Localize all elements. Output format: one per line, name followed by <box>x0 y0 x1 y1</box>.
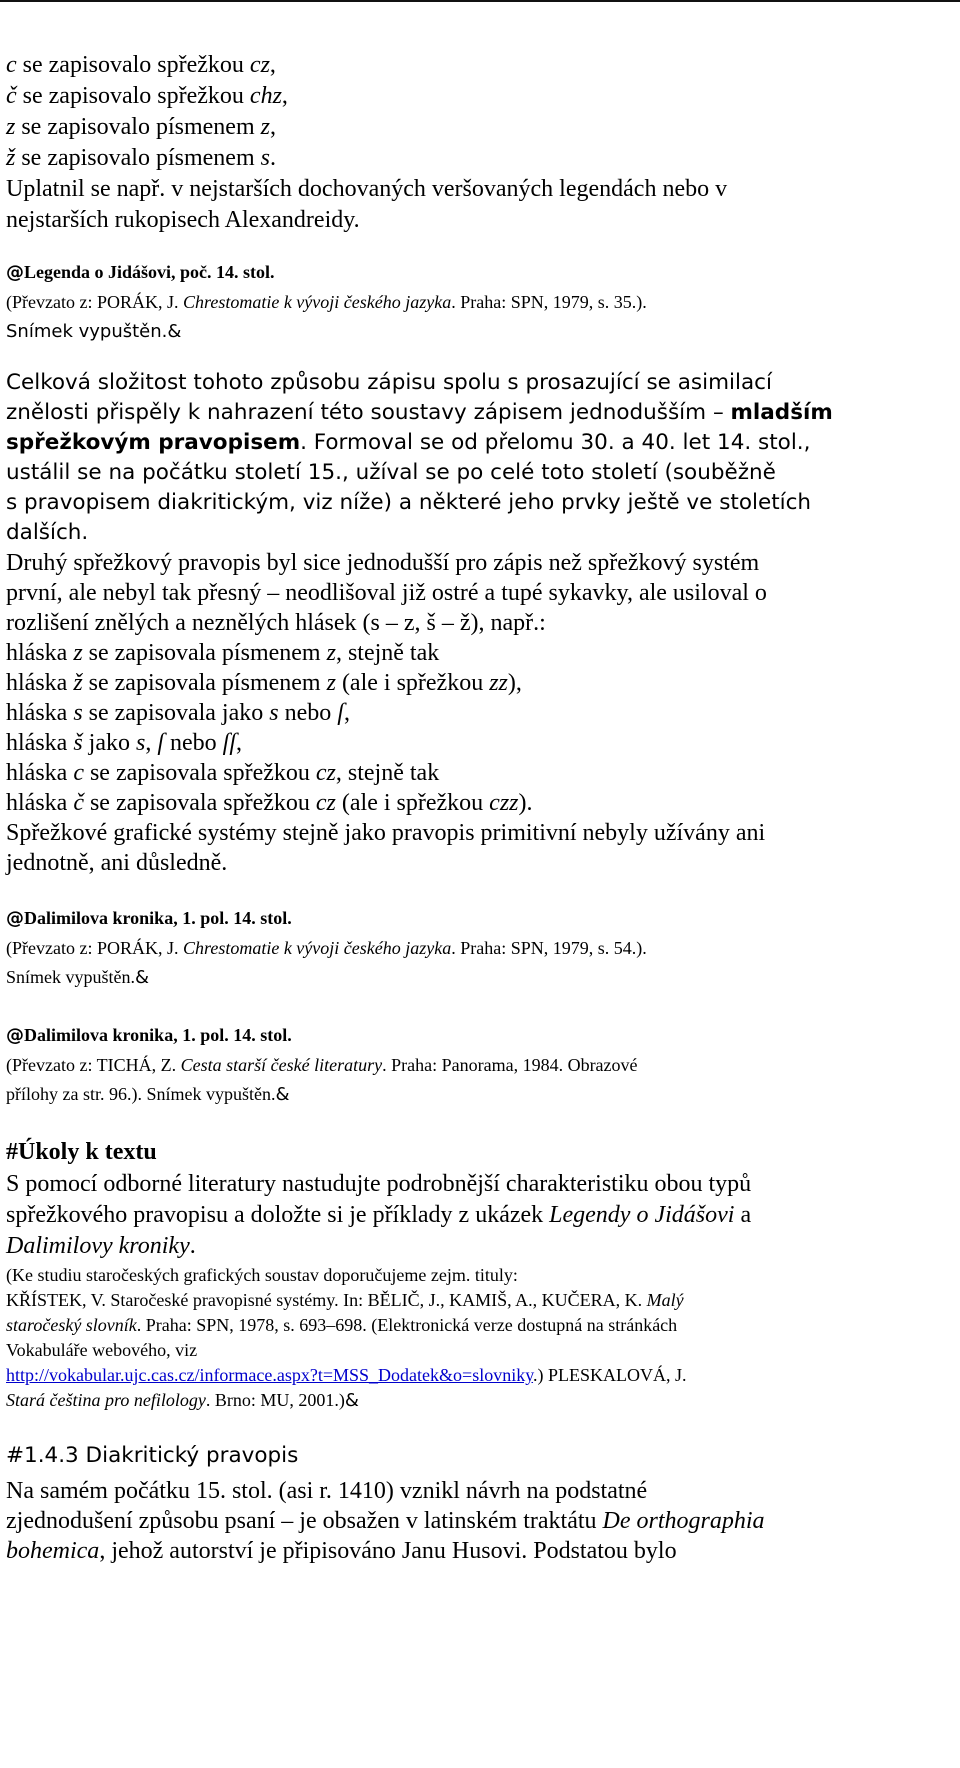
text-line: z se zapisovalo písmenem z, <box>6 114 276 140</box>
note-line: Stará čeština pro nefilology. Brno: MU, 2001.)& <box>6 1390 359 1411</box>
note-line: staročeský slovník. Praha: SPN, 1978, s. 693–698. (Elektronická verze dostupná na stránkách <box>6 1315 678 1335</box>
paragraph-line: bohemica, jehož autorství je připisováno Janu Husovi. Podstatou bylo <box>6 1538 677 1564</box>
paragraph-line: Na samém počátku 15. stol. (asi r. 1410) vznikl návrh na podstatné <box>6 1478 648 1504</box>
figure-source: (Převzato z: PORÁK, J. Chrestomatie k vývoji českého jazyka. Praha: SPN, 1979, s. 35.). <box>6 292 647 312</box>
text-line: č se zapisovalo spřežkou chz, <box>6 83 288 109</box>
paragraph-line: Celková složitost tohoto způsobu zápisu spolu s prosazující se asimilací <box>6 370 772 395</box>
text-line: ž se zapisovalo písmenem s. <box>6 145 276 171</box>
vokabular-link[interactable]: http://vokabular.ujc.cas.cz/informace.aspx?t=MSS_Dodatek&o=slovniky <box>6 1365 534 1385</box>
example-line: hláska s se zapisovala jako s nebo ſ, <box>6 700 350 726</box>
figure-source: přílohy za str. 96.). Snímek vypuštěn.& <box>6 1084 290 1105</box>
image-placeholder-marker: @ <box>6 1025 24 1046</box>
figure-caption: @Dalimilova kronika, 1. pol. 14. stol. <box>6 908 292 929</box>
paragraph-line: zjednodušení způsobu psaní – je obsažen v latinském traktátu De orthographia <box>6 1508 765 1534</box>
paragraph-line: znělosti přispěly k nahrazení této soustavy zápisem jednodušším – mladším <box>6 400 833 425</box>
example-line: hláska c se zapisovala spřežkou cz, stejně tak <box>6 760 440 786</box>
paragraph-line: S pomocí odborné literatury nastudujte podrobnější charakteristiku obou typů <box>6 1171 752 1197</box>
paragraph-line: první, ale nebyl tak přesný – neodlišoval již ostré a tupé sykavky, ale usiloval o <box>6 580 767 606</box>
figure-omitted-note: Snímek vypuštěn.& <box>6 967 150 988</box>
text-line: c se zapisovalo spřežkou cz, <box>6 52 276 78</box>
example-line: hláska č se zapisovala spřežkou cz (ale i spřežkou czz). <box>6 790 533 816</box>
paragraph-line: Spřežkové grafické systémy stejně jako pravopis primitivní nebyly užívány ani <box>6 820 766 846</box>
section-heading: #Úkoly k textu <box>6 1139 157 1165</box>
note-line: Vokabuláře webového, viz <box>6 1340 198 1360</box>
image-placeholder-marker: @ <box>6 908 24 929</box>
figure-caption: @Dalimilova kronika, 1. pol. 14. stol. <box>6 1025 292 1046</box>
paragraph-line: Dalimilovy kroniky. <box>6 1233 196 1259</box>
paragraph-line: jednotně, ani důsledně. <box>6 850 228 876</box>
note-line: http://vokabular.ujc.cas.cz/informace.aspx?t=MSS_Dodatek&o=slovniky.) PLESKALOVÁ, J. <box>6 1365 687 1385</box>
section-heading: #1.4.3 Diakritický pravopis <box>6 1443 299 1468</box>
figure-omitted-note: Snímek vypuštěn.& <box>6 321 182 342</box>
paragraph-line: spřežkového pravopisu a doložte si je příklady z ukázek Legendy o Jidášovi a <box>6 1202 752 1228</box>
example-line: hláska ž se zapisovala písmenem z (ale i spřežkou zz), <box>6 670 522 696</box>
figure-source: (Převzato z: PORÁK, J. Chrestomatie k vývoji českého jazyka. Praha: SPN, 1979, s. 54.). <box>6 938 647 958</box>
paragraph-line: s pravopisem diakritickým, viz níže) a některé jeho prvky ještě ve stoletích <box>6 490 812 515</box>
text-line: Uplatnil se např. v nejstarších dochovaných veršovaných legendách nebo v <box>6 176 728 202</box>
paragraph-line: dalších. <box>6 520 89 545</box>
paragraph-line: spřežkovým pravopisem. Formoval se od přelomu 30. a 40. let 14. stol., <box>6 430 811 455</box>
note-line: (Ke studiu staročeských grafických soustav doporučujeme zejm. tituly: <box>6 1265 518 1285</box>
example-line: hláska š jako s, ſ nebo ſſ, <box>6 730 242 756</box>
paragraph-line: ustálil se na počátku století 15., užíval se po celé toto století (souběžně <box>6 460 776 485</box>
note-line: KŘÍSTEK, V. Staročeské pravopisné systémy. In: BĚLIČ, J., KAMIŠ, A., KUČERA, K. Malý <box>6 1290 684 1310</box>
image-placeholder-marker: @ <box>6 262 24 283</box>
example-line: hláska z se zapisovala písmenem z, stejně tak <box>6 640 440 666</box>
paragraph-line: Druhý spřežkový pravopis byl sice jednodušší pro zápis než spřežkový systém <box>6 550 760 576</box>
text-line: nejstarších rukopisech Alexandreidy. <box>6 207 360 233</box>
figure-caption: @Legenda o Jidášovi, poč. 14. stol. <box>6 262 275 283</box>
paragraph-line: rozlišení znělých a neznělých hlásek (s – z, š – ž), např.: <box>6 610 546 636</box>
top-rule <box>0 0 960 2</box>
figure-source: (Převzato z: TICHÁ, Z. Cesta starší české literatury. Praha: Panorama, 1984. Obrazové <box>6 1055 638 1075</box>
